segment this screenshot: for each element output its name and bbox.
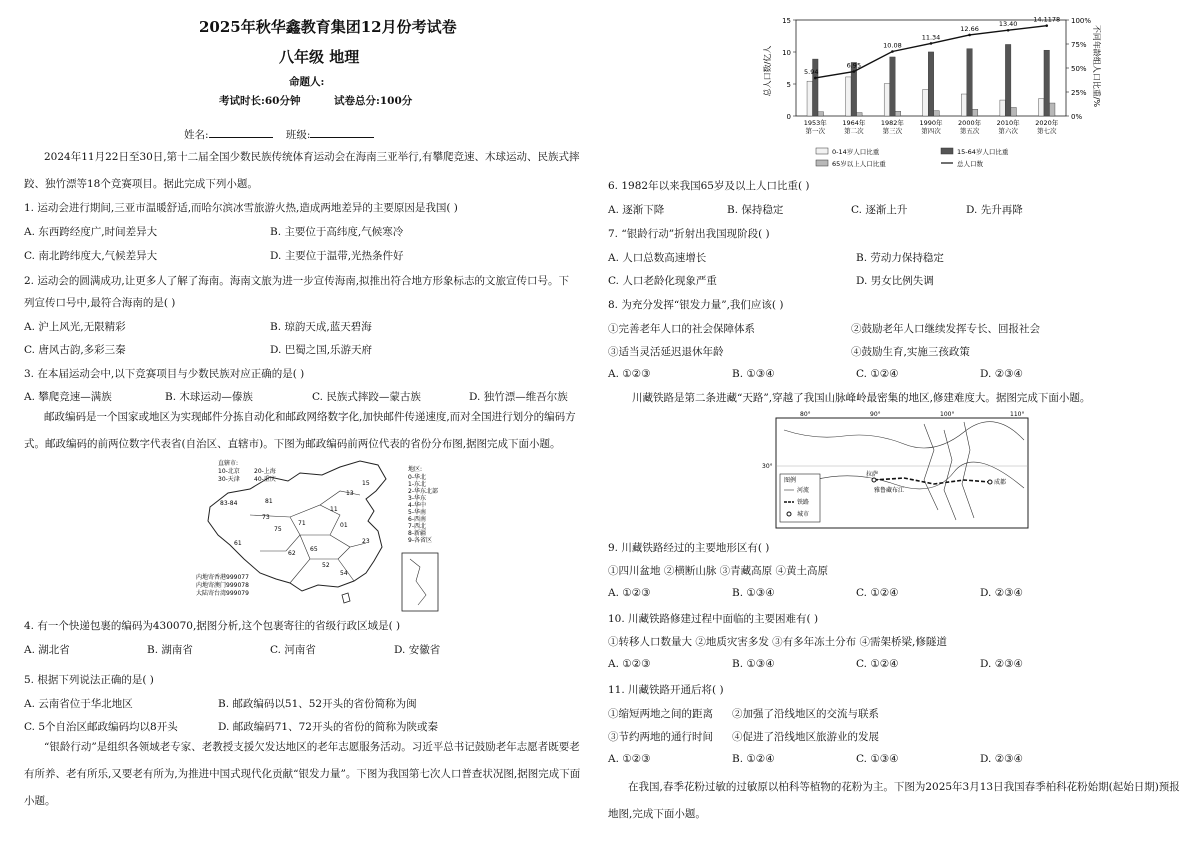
exam-score: 试卷总分:100分: [334, 95, 413, 107]
svg-text:80°: 80°: [800, 411, 811, 418]
right-tick-label: 25%: [1071, 89, 1087, 97]
svg-text:4-华中: 4-华中: [408, 502, 426, 509]
svg-text:8-新疆: 8-新疆: [408, 530, 426, 537]
q11-statement-1: ①缩短两地之间的距离: [608, 708, 713, 720]
q10-option-b[interactable]: B. ①③④: [732, 658, 775, 670]
total-population-point: [1007, 29, 1010, 32]
map-num: 23: [362, 538, 370, 545]
total-population-point: [930, 42, 933, 45]
bar-0-14: [923, 89, 929, 116]
x-tick-year: 2000年: [958, 119, 982, 127]
map-num: 15: [362, 480, 370, 487]
x-tick-census: 第四次: [921, 127, 941, 135]
bar-15-64: [1005, 44, 1011, 116]
x-tick-year: 1990年: [919, 119, 943, 127]
left-tick-label: 15: [782, 17, 791, 25]
svg-text:40-重庆: 40-重庆: [254, 476, 276, 483]
question-4-stem: 4. 有一个快递包裹的编码为430070,据图分析,这个包裹寄往的省级行政区域是( ): [24, 620, 401, 632]
svg-text:9-各省区: 9-各省区: [408, 537, 432, 544]
question-2-stem-line1: 2. 运动会的圆满成功,让更多人了解了海南。海南文旅为进一步宣传海南,拟推出符合地方形象标志的文旅宣传口号。下: [24, 275, 570, 287]
chart-legend: [816, 147, 1009, 168]
region-title: 地区:: [408, 466, 423, 473]
q8-statement-1: ①完善老年人口的社会保障体系: [608, 323, 755, 335]
q3-option-b[interactable]: B. 木球运动—傣族: [165, 391, 253, 403]
q1-option-c[interactable]: C. 南北跨纬度大,气候差异大: [24, 250, 158, 262]
bar-15-64: [1044, 50, 1050, 116]
exam-title: 2025年秋华鑫教育集团12月份考试卷: [199, 18, 457, 36]
legend-swatch-65: [816, 160, 828, 166]
q11-option-a[interactable]: A. ①②③: [608, 753, 651, 765]
bar-15-64: [928, 52, 934, 116]
exam-time: 考试时长:60分钟: [219, 95, 301, 107]
intro-paragraph-5: 在我国,春季花粉过敏的过敏原以柏科等植物的花粉为主。下图为2025年3月13日我国春季柏科花粉始期(起始日期)预报地图,完成下面小题。: [608, 781, 1180, 820]
bar-65plus: [895, 111, 901, 116]
name-label: 姓名:: [184, 129, 209, 141]
map-num: 54: [340, 570, 348, 577]
postal-note: 内地寄澳门999078: [196, 582, 249, 589]
q4-option-d[interactable]: D. 安徽省: [394, 644, 441, 656]
q10-option-c[interactable]: C. ①②④: [856, 658, 899, 670]
intro-paragraph-1: 2024年11月22日至30日,第十二届全国少数民族传统体育运动会在海南三亚举行,有攀爬竞速、木球运动、民族式摔跤、独竹漂等18个竞赛项目。据此完成下列小题。: [24, 151, 580, 190]
left-tick-label: 0: [786, 113, 791, 121]
q11-option-b[interactable]: B. ①②④: [732, 753, 775, 765]
x-tick-year: 1953年: [803, 119, 827, 127]
svg-text:雅鲁藏布江: 雅鲁藏布江: [874, 487, 905, 494]
bar-15-64: [890, 57, 896, 116]
map-num: 83-84: [220, 500, 238, 507]
total-population-point: [891, 50, 894, 53]
bar-65plus: [1011, 107, 1017, 116]
svg-text:铁路: 铁路: [797, 499, 810, 506]
q4-option-c[interactable]: C. 河南省: [270, 644, 316, 656]
bar-0-14: [1038, 99, 1044, 116]
q5-option-b[interactable]: B. 邮政编码以51、52开头的省份简称为闽: [218, 698, 417, 710]
legend-15-64: 15-64岁人口比重: [957, 148, 1009, 156]
intro-paragraph-2: 邮政编码是一个国家或地区为实现邮件分拣自动化和邮政网络数字化,加快邮件传递速度,而对全国进行划分的编码方式。邮政编码的前两位数字代表省(自治区、直辖市)。下图为邮政编码前两位代表的省份分布图,据图完成下面小题。: [24, 411, 576, 450]
q9-option-c[interactable]: C. ①②④: [856, 587, 899, 599]
q6-option-b[interactable]: B. 保持稳定: [727, 204, 784, 216]
svg-text:7-西北: 7-西北: [408, 523, 426, 530]
x-tick-census: 第二次: [844, 127, 864, 135]
right-tick-label: 0%: [1071, 113, 1083, 121]
x-tick-census: 第六次: [998, 127, 1018, 135]
intro-paragraph-3: “银龄行动”是组织各领域老专家、老教授支援欠发达地区的老年志愿服务活动。习近平总书记鼓励老年志愿者既要老有所养、老有所乐,又要老有所为,为推进中国式现代化贡献“银发力量”。下图为我国第七次人口普查状况图,据图完成下面小题。: [24, 741, 581, 807]
q8-statement-4: ④鼓励生育,实施三孩政策: [851, 346, 970, 358]
q9-option-d[interactable]: D. ②③④: [980, 587, 1023, 599]
svg-text:图例: 图例: [784, 477, 797, 484]
q10-statements: ①转移人口数量大 ②地质灾害多发 ③有多年冻土分布 ④需架桥梁,修隧道: [608, 636, 947, 648]
bar-0-14: [961, 94, 967, 116]
legend-swatch-0-14: [816, 148, 828, 154]
question-3-stem: 3. 在本届运动会中,以下竞赛项目与少数民族对应正确的是( ): [24, 368, 305, 380]
q11-statement-3: ③节约两地的通行时间: [608, 731, 713, 743]
q9-statements: ①四川盆地 ②横断山脉 ③青藏高原 ④黄土高原: [608, 565, 829, 577]
legend-65: 65岁以上人口比重: [832, 160, 886, 168]
svg-text:1-东北: 1-东北: [408, 481, 426, 488]
x-tick-census: 第五次: [959, 127, 980, 135]
x-tick-year: 2010年: [996, 119, 1020, 127]
svg-text:30-天津: 30-天津: [218, 476, 240, 483]
svg-text:城市: 城市: [797, 511, 810, 518]
right-tick-label: 50%: [1071, 65, 1087, 73]
q4-option-b[interactable]: B. 湖南省: [147, 644, 193, 656]
svg-text:3-华东: 3-华东: [408, 495, 426, 502]
map-num: 75: [274, 526, 282, 533]
question-6-stem: 6. 1982年以来我国65岁及以上人口比重( ): [608, 180, 810, 192]
q8-option-c[interactable]: C. ①②④: [856, 368, 899, 380]
bar-65plus: [818, 112, 824, 116]
svg-text:10-北京: 10-北京: [218, 468, 240, 475]
class-label: 班级:: [285, 129, 311, 141]
q2-option-a[interactable]: A. 沪上风光,无限精彩: [24, 321, 126, 333]
name-field: [184, 127, 374, 142]
q1-option-d[interactable]: D. 主要位于温带,光热条件好: [270, 250, 404, 262]
map-num: 65: [310, 546, 318, 553]
x-tick-year: 2020年: [1035, 119, 1059, 127]
map-num: 73: [262, 514, 270, 521]
q8-statement-3: ③适当灵活延迟退休年龄: [608, 346, 724, 358]
map-num: 01: [340, 522, 348, 529]
postal-note: 内地寄香港999077: [196, 574, 249, 581]
q11-option-d[interactable]: D. ②③④: [980, 753, 1023, 765]
bar-65plus: [857, 113, 863, 116]
total-population-label: 14.1178: [1033, 15, 1061, 24]
question-8-stem: 8. 为充分发挥“银发力量”,我们应该( ): [608, 299, 784, 311]
svg-text:100°: 100°: [940, 411, 955, 418]
x-tick-census: 第一次: [805, 127, 826, 135]
q7-option-d[interactable]: D. 男女比例失调: [856, 275, 934, 287]
q8-option-a[interactable]: A. ①②③: [608, 368, 651, 380]
legend-0-14: 0-14岁人口比重: [832, 148, 880, 156]
legend-total: 总人口数: [957, 160, 983, 168]
class-blank: [310, 127, 374, 138]
map-num: 13: [346, 490, 354, 497]
q7-option-a[interactable]: A. 人口总数高速增长: [608, 252, 707, 264]
q1-option-b[interactable]: B. 主要位于高纬度,气候寒冷: [270, 226, 404, 238]
map-num: 52: [322, 562, 330, 569]
svg-text:90°: 90°: [870, 411, 881, 418]
q7-option-b[interactable]: B. 劳动力保持稳定: [856, 252, 944, 264]
y-axis-right-label: 不同年龄组人口比重/%: [1092, 24, 1101, 108]
total-population-label: 6.95: [846, 61, 862, 70]
lat-label: 30°: [762, 463, 773, 470]
bar-65plus: [972, 109, 978, 116]
bar-15-64: [967, 49, 973, 116]
q3-option-c[interactable]: C. 民族式摔跤—蒙古族: [312, 391, 421, 403]
question-7-stem: 7. “银龄行动”折射出我国现阶段( ): [608, 228, 770, 240]
question-1-stem: 1. 运动会进行期间,三亚市温暖舒适,而哈尔滨冰雪旅游火热,造成两地差异的主要原因是我国( ): [24, 202, 458, 214]
q7-option-c[interactable]: C. 人口老龄化现象严重: [608, 275, 717, 287]
bar-65plus: [1049, 103, 1055, 116]
q11-statement-4: ④促进了沿线地区旅游业的发展: [732, 731, 879, 743]
svg-text:20-上海: 20-上海: [254, 468, 276, 475]
q5-option-d[interactable]: D. 邮政编码71、72开头的省份的简称为陕或秦: [218, 721, 438, 733]
question-10-stem: 10. 川藏铁路修建过程中面临的主要困难有( ): [608, 613, 819, 625]
q3-option-d[interactable]: D. 独竹漂—维吾尔族: [469, 391, 568, 403]
sichuan-tibet-railway-map: [762, 410, 1032, 530]
question-2-stem-line2: 列宣传口号中,最符合海南的是( ): [24, 297, 176, 309]
intro-paragraph-4: 川藏铁路是第二条进藏“天路”,穿越了我国山脉峰岭最密集的地区,修建难度大。据图完成下面小题。: [632, 392, 1091, 404]
x-tick-year: 1964年: [842, 119, 866, 127]
x-tick-census: 第七次: [1036, 127, 1057, 135]
svg-text:0-华北: 0-华北: [408, 474, 426, 481]
city-chengdu: [988, 480, 992, 484]
q8-statement-2: ②鼓励老年人口继续发挥专长、回报社会: [851, 323, 1040, 335]
postal-note: 大陆寄台湾999079: [196, 590, 249, 597]
svg-text:河流: 河流: [797, 487, 810, 494]
map-num: 61: [234, 540, 242, 547]
total-population-label: 12.66: [960, 24, 979, 33]
q2-option-d[interactable]: D. 巴蜀之国,乐游天府: [270, 344, 373, 356]
x-tick-year: 1982年: [880, 119, 904, 127]
q9-option-a[interactable]: A. ①②③: [608, 587, 651, 599]
q1-option-a[interactable]: A. 东西跨经度广,时间差异大: [24, 226, 158, 238]
svg-text:110°: 110°: [1010, 411, 1025, 418]
q6-option-c[interactable]: C. 逐渐上升: [851, 204, 908, 216]
right-tick-label: 75%: [1071, 41, 1087, 49]
x-tick-census: 第三次: [882, 127, 903, 135]
exam-subtitle: 八年级 地理: [279, 48, 360, 66]
question-9-stem: 9. 川藏铁路经过的主要地形区有( ): [608, 542, 770, 554]
total-population-point: [853, 70, 856, 73]
q2-option-b[interactable]: B. 琼韵天成,蓝天碧海: [270, 321, 372, 333]
q10-option-d[interactable]: D. ②③④: [980, 658, 1023, 670]
q6-option-a[interactable]: A. 逐渐下降: [608, 204, 665, 216]
question-5-stem: 5. 根据下列说法正确的是( ): [24, 674, 154, 686]
question-11-stem: 11. 川藏铁路开通后将( ): [608, 684, 724, 696]
bar-0-14: [846, 77, 852, 116]
map-num: 81: [265, 498, 273, 505]
q3-option-a[interactable]: A. 攀爬竞速—满族: [24, 391, 112, 403]
name-blank: [209, 127, 273, 138]
map-num: 62: [288, 550, 296, 557]
svg-text:2-华东北部: 2-华东北部: [408, 488, 438, 495]
bar-0-14: [1000, 100, 1006, 116]
q5-option-a[interactable]: A. 云南省位于华北地区: [24, 698, 133, 710]
bar-0-14: [884, 84, 890, 116]
population-census-chart: [756, 6, 1116, 176]
total-population-label: 10.08: [883, 41, 902, 50]
q5-option-c[interactable]: C. 5个自治区邮政编码均以8开头: [24, 721, 178, 733]
q8-option-b[interactable]: B. ①③④: [732, 368, 775, 380]
q4-option-a[interactable]: A. 湖北省: [24, 644, 70, 656]
q11-statement-2: ②加强了沿线地区的交流与联系: [732, 708, 879, 720]
right-tick-label: 100%: [1071, 17, 1092, 25]
q8-option-d[interactable]: D. ②③④: [980, 368, 1023, 380]
y-axis-left-label: 总人口数/亿人: [763, 45, 772, 97]
total-population-label: 13.40: [998, 20, 1018, 29]
bar-65plus: [934, 111, 940, 116]
q6-option-d[interactable]: D. 先升再降: [966, 204, 1023, 216]
bar-0-14: [807, 81, 813, 116]
legend-title: 直辖市:: [218, 460, 239, 467]
svg-text:5-华南: 5-华南: [408, 509, 426, 516]
svg-text:6-西南: 6-西南: [408, 516, 426, 523]
chart-plot-area: [782, 16, 1091, 135]
left-tick-label: 5: [786, 81, 791, 89]
city-lhasa: [872, 478, 876, 482]
map-num: 71: [298, 520, 306, 527]
q9-option-b[interactable]: B. ①③④: [732, 587, 775, 599]
total-population-point: [1045, 24, 1048, 27]
q10-option-a[interactable]: A. ①②③: [608, 658, 651, 670]
total-population-label: 11.34: [921, 33, 941, 42]
svg-text:拉萨: 拉萨: [866, 471, 879, 478]
q2-option-c[interactable]: C. 唐风古韵,多彩三秦: [24, 344, 126, 356]
total-population-point: [814, 77, 817, 80]
author-label: 命题人:: [289, 76, 325, 88]
map-num: 11: [330, 506, 338, 513]
svg-text:成都: 成都: [994, 479, 1007, 486]
legend-swatch-15-64: [941, 148, 953, 154]
q11-option-c[interactable]: C. ①③④: [856, 753, 899, 765]
total-population-point: [968, 34, 971, 37]
total-population-label: 5.94: [804, 67, 819, 76]
left-tick-label: 10: [782, 49, 791, 57]
postal-code-map: [190, 455, 480, 615]
